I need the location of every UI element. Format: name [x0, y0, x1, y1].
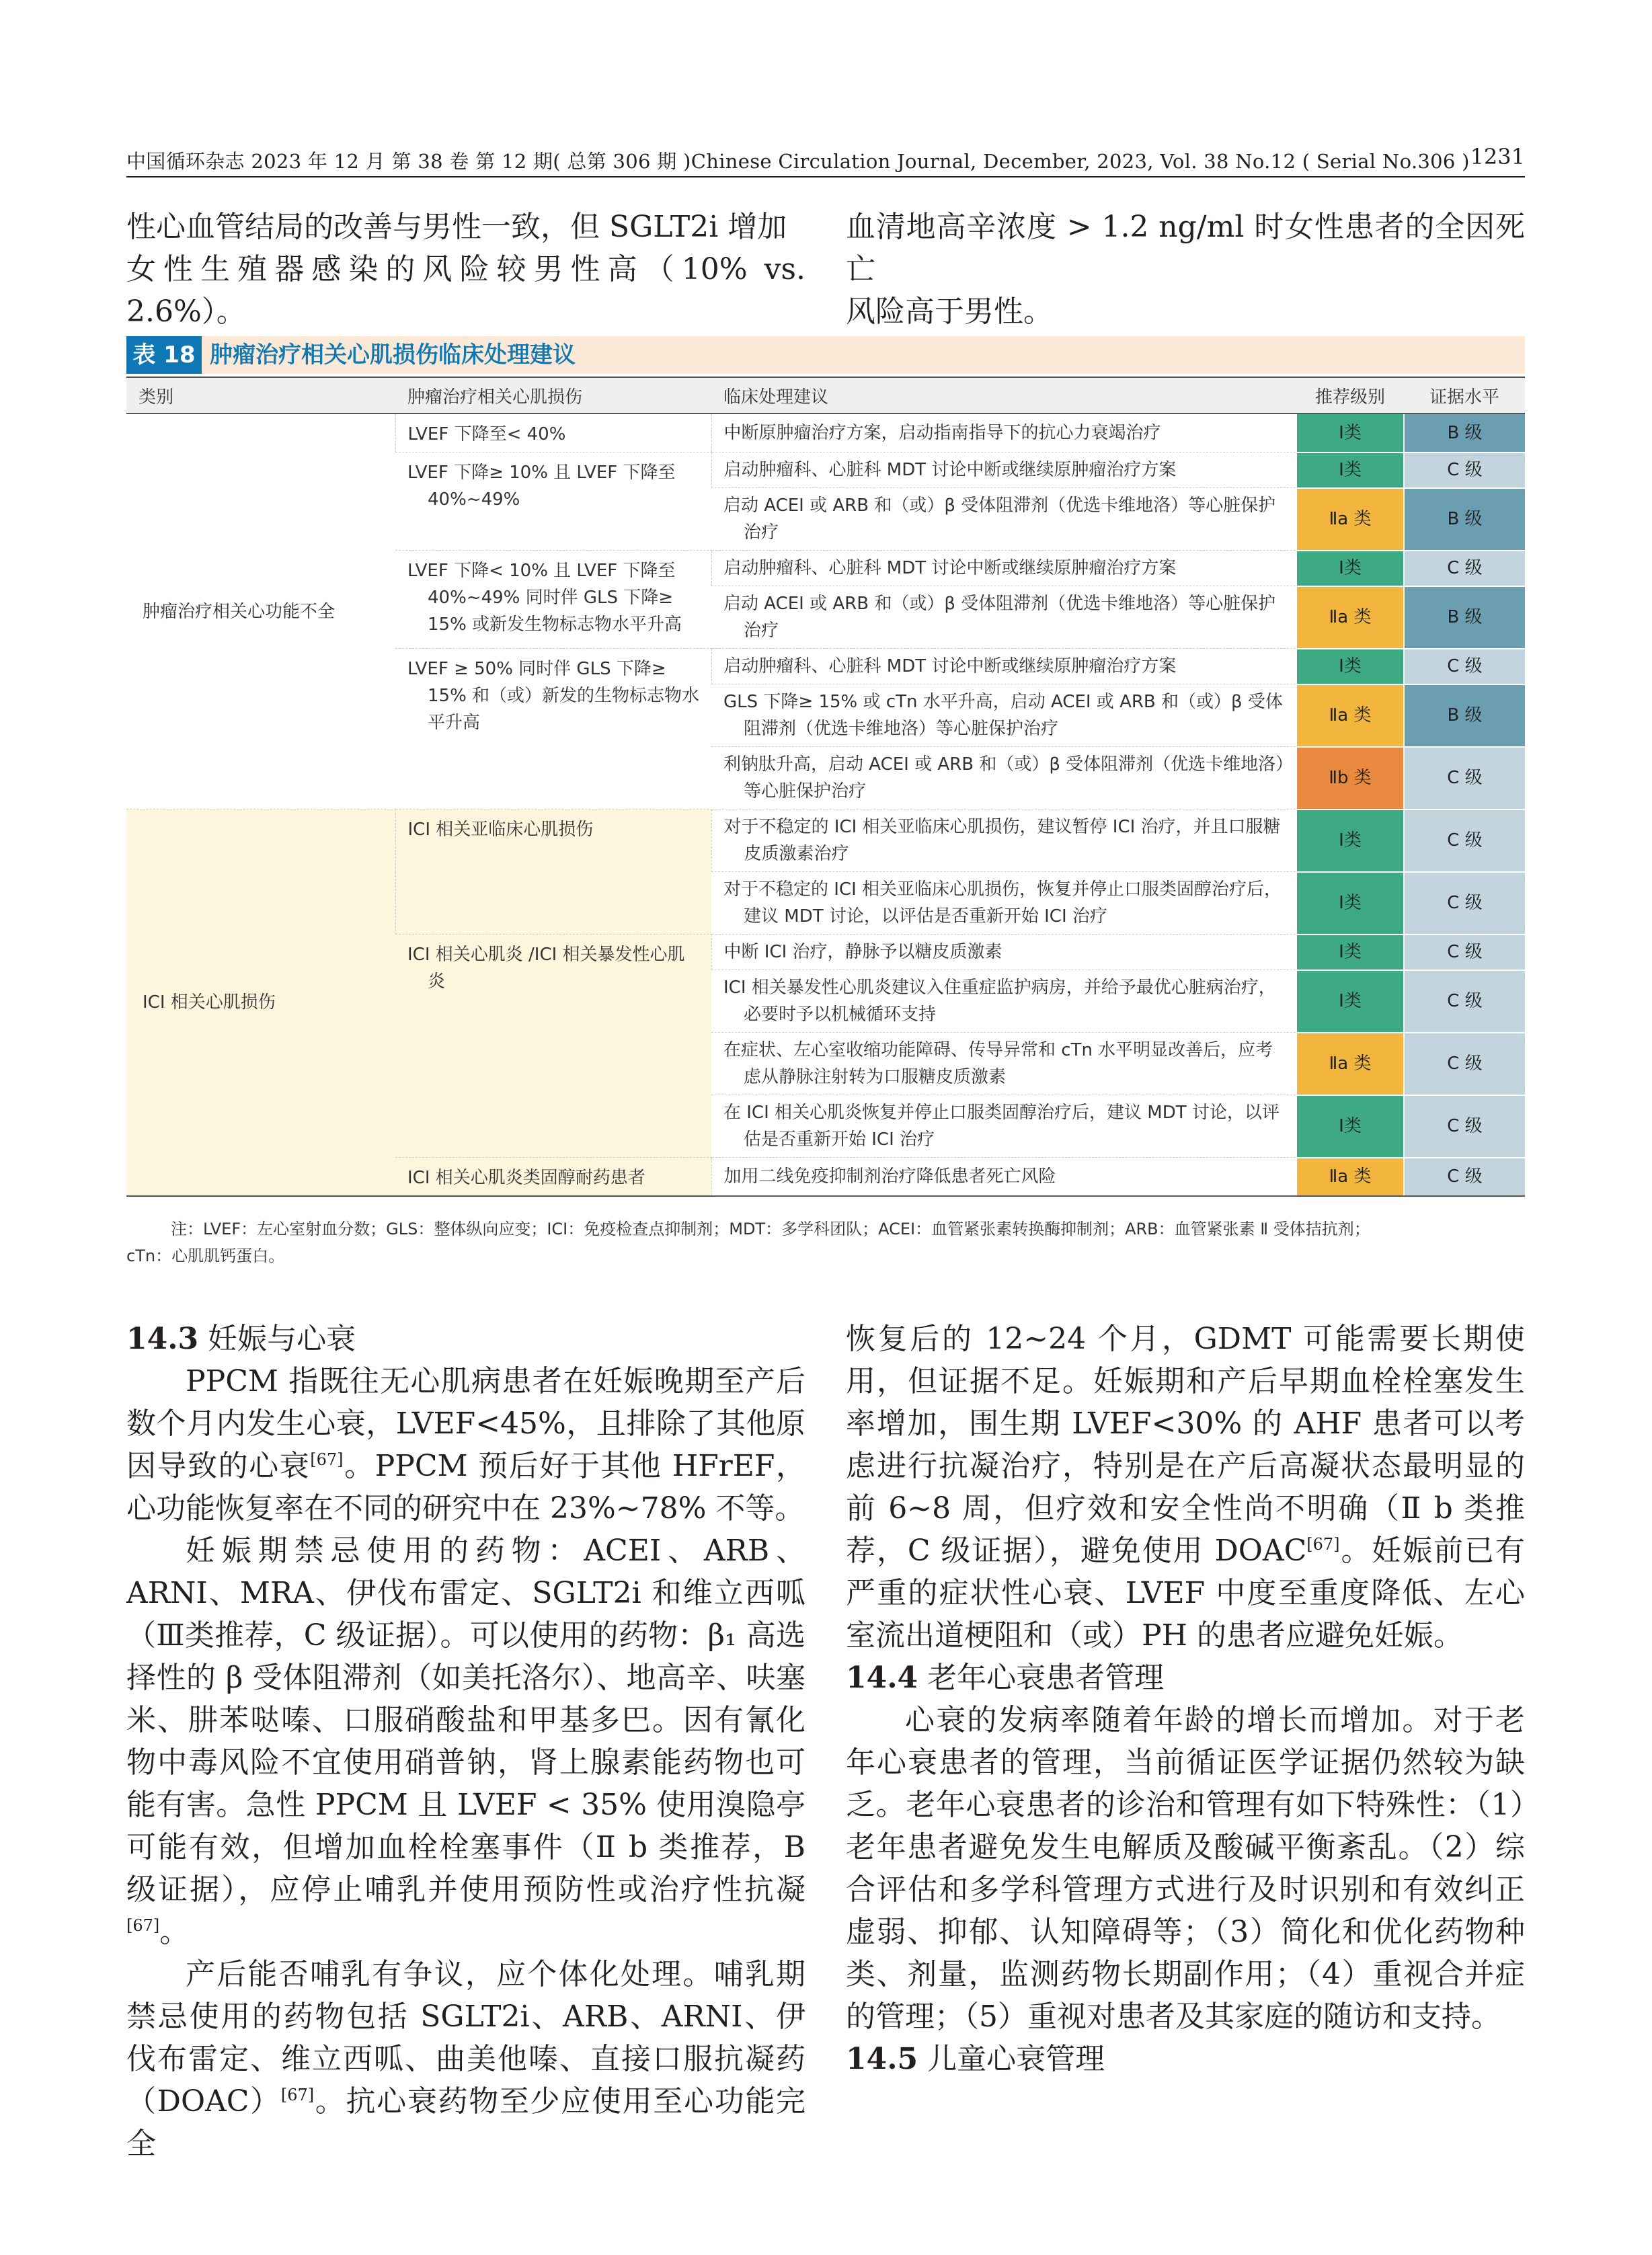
recommendation-class-badge: Ⅱb 类 — [1296, 747, 1404, 809]
recommendation-class-badge: Ⅱa 类 — [1296, 586, 1404, 649]
recommendation-class-badge: Ⅱa 类 — [1296, 684, 1404, 747]
recommendation-class-badge: Ⅰ类 — [1296, 452, 1404, 488]
recommendation-class-badge: Ⅰ类 — [1296, 413, 1404, 452]
evidence-level-badge: C 级 — [1404, 649, 1525, 684]
table-note-line-2: cTn：心肌肌钙蛋白。 — [126, 1247, 285, 1265]
evidence-level-badge: C 级 — [1404, 1033, 1525, 1095]
paragraph-text: 。 — [159, 1915, 190, 1949]
category-cell: 肿瘤治疗相关心功能不全 — [126, 413, 395, 809]
recommendation-cell — [711, 488, 1296, 551]
injury-text: LVEF 下降< 10% 且 LVEF 下降至 40%~49% 同时伴 GLS 下降≥ 15% 或新发生物标志物水平升高 — [407, 561, 682, 635]
recommendation-text: 启动 ACEI 或 ARB 和（或）β 受体阻滞剂（优选卡维地洛）等心脏保护治疗 — [723, 496, 1276, 543]
recommendation-cell — [711, 551, 1296, 586]
recommendation-text: 利钠肽升高，启动 ACEI 或 ARB 和（或）β 受体阻滞剂（优选卡维地洛）等心脏保护治疗 — [723, 754, 1285, 801]
header-rule — [126, 176, 1525, 177]
recommendation-text: 启动肿瘤科、心脏科 MDT 讨论中断或继续原肿瘤治疗方案 — [723, 558, 1177, 578]
paragraph — [846, 1318, 1525, 1657]
paragraph: 心衰的发病率随着年龄的增长而增加。对于老年心衰患者的管理，当前循证医学证据仍然较为缺乏。老年心衰患者的诊治和管理有如下特殊性：（1）老年患者避免发生电解质及酸碱平衡紊乱。（2）综合评估和多学科管理方式进行及时识别和有效纠正虚弱、抑郁、认知障碍等；（3）简化和优化药物种类、剂量，监测药物长期副作用；（4）重视合并症的管理；（5）重视对患者及其家庭的随访和支持。 — [846, 1703, 1525, 2034]
injury-text: LVEF ≥ 50% 同时伴 GLS 下降≥ 15% 和（或）新发的生物标志物水平升高 — [407, 659, 700, 733]
recommendation-text: 中断 ICI 治疗，静脉予以糖皮质激素 — [723, 942, 1002, 962]
recommendation-class-badge: Ⅱa 类 — [1296, 488, 1404, 551]
paragraph — [126, 1360, 805, 1530]
table-row — [126, 413, 1525, 452]
recommendation-cell — [711, 970, 1296, 1033]
section-number: 14.4 — [846, 1661, 918, 1695]
table-title: 肿瘤治疗相关心肌损伤临床处理建议 — [210, 342, 576, 368]
recommendation-cell — [711, 413, 1296, 452]
paragraph-text: 。PPCM 预后好于其他 HFrEF，心功能恢复率在不同的研究中在 23%~78% 不等。 — [126, 1449, 806, 1526]
injury-cell — [395, 413, 711, 452]
header-category: 类别 — [126, 377, 395, 413]
paragraph-text: 产后能否哺乳有争议，应个体化处理。哺乳期禁忌使用的药物包括 SGLT2i、ARB、ARNI、伊伐布雷定、维立西呱、曲美他嗪、直接口服抗凝药（DOAC） — [126, 1957, 805, 2119]
table-header-row — [126, 377, 1525, 413]
table-title-bar — [126, 336, 1525, 374]
recommendation-text: 启动肿瘤科、心脏科 MDT 讨论中断或继续原肿瘤治疗方案 — [723, 656, 1177, 676]
recommendation-class-badge: Ⅰ类 — [1296, 551, 1404, 586]
evidence-level-badge: C 级 — [1404, 872, 1525, 935]
injury-text: LVEF 下降至< 40% — [407, 424, 566, 444]
recommendation-class-badge: Ⅰ类 — [1296, 970, 1404, 1033]
header-injury: 肿瘤治疗相关心肌损伤 — [395, 377, 711, 413]
top-right-line-2: 风险高于男性。 — [846, 294, 1053, 329]
recommendation-class-badge: Ⅱa 类 — [1296, 1033, 1404, 1095]
recommendation-class-badge: Ⅱa 类 — [1296, 1158, 1404, 1197]
recommendation-cell — [711, 586, 1296, 649]
evidence-level-badge: C 级 — [1404, 747, 1525, 809]
citation: [67] — [280, 2086, 315, 2104]
injury-cell — [395, 935, 711, 1158]
running-header — [126, 144, 1525, 176]
injury-text: LVEF 下降≥ 10% 且 LVEF 下降至 40%~49% — [407, 463, 676, 510]
section-title: 儿童心衰管理 — [927, 2042, 1105, 2076]
recommendation-text: 对于不稳定的 ICI 相关亚临床心肌损伤，建议暂停 ICI 治疗，并且口服糖皮质激素治疗 — [723, 817, 1281, 864]
paragraph-text: 妊娠期禁忌使用的药物：ACEI、ARB、ARNI、MRA、伊伐布雷定、SGLT2i 和维立西呱（Ⅲ类推荐，C 级证据）。可以使用的药物：β₁ 高选择性的 β 受体阻滞剂（如美托洛尔）、地高辛、呋塞米、肼苯哒嗪、口服硝酸盐和甲基多巴。因有氰化物中毒风险不宜使用硝普钠，肾上腺素能药物也可能有害。急性 PPCM 且 LVEF < 35% 使用溴隐亭可能有效，但增加血栓栓塞事件（Ⅱ b 类推荐，B 级证据），应停止哺乳并使用预防性或治疗性抗凝 — [126, 1534, 805, 1907]
paragraph — [126, 1530, 805, 1953]
recommendation-cell — [711, 809, 1296, 872]
recommendation-class-badge: Ⅰ类 — [1296, 649, 1404, 684]
evidence-level-badge: B 级 — [1404, 413, 1525, 452]
recommendation-text: GLS 下降≥ 15% 或 cTn 水平升高，启动 ACEI 或 ARB 和（或）β 受体阻滞剂（优选卡维地洛）等心脏保护治疗 — [723, 692, 1283, 739]
body-right-column — [846, 1318, 1525, 2080]
recommendation-text: 对于不稳定的 ICI 相关亚临床心肌损伤，恢复并停止口服类固醇治疗后，建议 MDT 讨论，以评估是否重新开始 ICI 治疗 — [723, 879, 1282, 926]
recommendation-class-badge: Ⅰ类 — [1296, 809, 1404, 872]
evidence-level-badge: C 级 — [1404, 970, 1525, 1033]
recommendation-cell — [711, 872, 1296, 935]
section-heading-14-3 — [126, 1318, 805, 1360]
evidence-level-badge: C 级 — [1404, 551, 1525, 586]
recommendation-cell — [711, 684, 1296, 747]
section-heading-14-5 — [846, 2038, 1525, 2080]
paragraph-text: PPCM 指既往无心肌病患者在妊娠晚期至产后数个月内发生心衰，LVEF<45%，且排除了其他原因导致的心衰 — [126, 1364, 805, 1483]
injury-cell — [395, 1158, 711, 1197]
header-level: 证据水平 — [1404, 377, 1525, 413]
evidence-level-badge: B 级 — [1404, 684, 1525, 747]
injury-cell — [395, 649, 711, 809]
top-right-line-1: 血清地高辛浓度 > 1.2 ng/ml 时女性患者的全因死亡 — [846, 210, 1525, 286]
recommendation-class-badge: Ⅰ类 — [1296, 1095, 1404, 1158]
recommendation-class-badge: Ⅰ类 — [1296, 872, 1404, 935]
recommendation-text: 启动 ACEI 或 ARB 和（或）β 受体阻滞剂（优选卡维地洛）等心脏保护治疗 — [723, 594, 1276, 641]
body-left-column — [126, 1318, 805, 2165]
injury-text: ICI 相关亚临床心肌损伤 — [407, 820, 594, 840]
table-row — [126, 809, 1525, 872]
evidence-level-badge: B 级 — [1404, 488, 1525, 551]
table-label: 表 18 — [126, 336, 202, 374]
recommendation-cell — [711, 1158, 1296, 1197]
paragraph-text: 。抗心衰药物至少应使用至心功能完全 — [126, 2084, 806, 2161]
evidence-level-badge: B 级 — [1404, 586, 1525, 649]
top-right-text — [846, 206, 1525, 333]
section-number: 14.3 — [126, 1322, 199, 1356]
header-class: 推荐级别 — [1296, 377, 1404, 413]
evidence-level-badge: C 级 — [1404, 935, 1525, 970]
recommendation-table — [126, 377, 1525, 1197]
table-note — [126, 1216, 1525, 1269]
recommendation-text: 在 ICI 相关心肌炎恢复并停止口服类固醇治疗后，建议 MDT 讨论，以评估是否重新开始 ICI 治疗 — [723, 1103, 1280, 1150]
recommendation-text: 启动肿瘤科、心脏科 MDT 讨论中断或继续原肿瘤治疗方案 — [723, 460, 1177, 480]
section-title: 妊娠与心衰 — [208, 1322, 356, 1356]
section-number: 14.5 — [846, 2042, 918, 2076]
citation: [67] — [126, 1916, 160, 1935]
evidence-level-badge: C 级 — [1404, 809, 1525, 872]
recommendation-cell — [711, 452, 1296, 488]
recommendation-text: 加用二线免疫抑制剂治疗降低患者死亡风险 — [723, 1166, 1056, 1187]
recommendation-text: ICI 相关暴发性心肌炎建议入住重症监护病房，并给予最优心脏病治疗，必要时予以机械循环支持 — [723, 978, 1276, 1025]
top-left-line-2: 女性生殖器感染的风险较男性高（10% vs. 2.6%）。 — [126, 252, 805, 329]
injury-cell — [395, 809, 711, 935]
evidence-level-badge: C 级 — [1404, 1095, 1525, 1158]
recommendation-cell — [711, 1033, 1296, 1095]
recommendation-cell — [711, 747, 1296, 809]
injury-cell — [395, 452, 711, 551]
recommendation-cell — [711, 1095, 1296, 1158]
section-heading-14-4 — [846, 1657, 1525, 1699]
recommendation-cell — [711, 649, 1296, 684]
paragraph — [126, 1953, 805, 2165]
injury-text: ICI 相关心肌炎 /ICI 相关暴发性心肌炎 — [407, 945, 685, 992]
recommendation-class-badge: Ⅰ类 — [1296, 935, 1404, 970]
top-left-line-1: 性心血管结局的改善与男性一致，但 SGLT2i 增加 — [126, 210, 787, 244]
table-note-line-1: 注：LVEF：左心室射血分数；GLS：整体纵向应变；ICI：免疫检查点抑制剂；MDT：多学科团队；ACEI：血管紧张素转换酶抑制剂；ARB：血管紧张素 Ⅱ 受体拮抗剂； — [171, 1220, 1370, 1238]
recommendation-text: 在症状、左心室收缩功能障碍、传导异常和 cTn 水平明显改善后，应考虑从静脉注射转为口服糖皮质激素 — [723, 1040, 1273, 1087]
evidence-level-badge: C 级 — [1404, 1158, 1525, 1197]
category-cell: ICI 相关心肌损伤 — [126, 809, 395, 1197]
citation: [67] — [1306, 1535, 1340, 1554]
header-recommendation: 临床处理建议 — [711, 377, 1296, 413]
page-number: 1231 — [1470, 144, 1525, 169]
injury-cell — [395, 551, 711, 649]
section-title: 老年心衰患者管理 — [927, 1661, 1165, 1695]
citation: [67] — [310, 1450, 344, 1469]
recommendation-text: 中断原肿瘤治疗方案，启动指南指导下的抗心力衰竭治疗 — [723, 423, 1161, 443]
paragraph-text: 恢复后的 12~24 个月，GDMT 可能需要长期使用，但证据不足。妊娠期和产后早期血栓栓塞发生率增加，围生期 LVEF<30% 的 AHF 患者可以考虑进行抗凝治疗，特别是在产后高凝状态最明显的前 6~8 周，但疗效和安全性尚不明确（Ⅱ b 类推荐，C 级证据），避免使用 DOAC — [846, 1322, 1525, 1568]
recommendation-cell — [711, 935, 1296, 970]
journal-running-title: 中国循环杂志 2023 年 12 月 第 38 卷 第 12 期( 总第 306 期 )Chinese Circulation Journal, December, 2023, Vol. 38 No.12 ( Serial No.306 ) — [126, 150, 1470, 173]
paragraph-text: 。妊娠前已有严重的症状性心衰、LVEF 中度至重度降低、左心室流出道梗阻和（或）PH 的患者应避免妊娠。 — [846, 1534, 1525, 1653]
top-left-text — [126, 206, 805, 333]
injury-text: ICI 相关心肌炎类固醇耐药患者 — [407, 1168, 645, 1188]
evidence-level-badge: C 级 — [1404, 452, 1525, 488]
